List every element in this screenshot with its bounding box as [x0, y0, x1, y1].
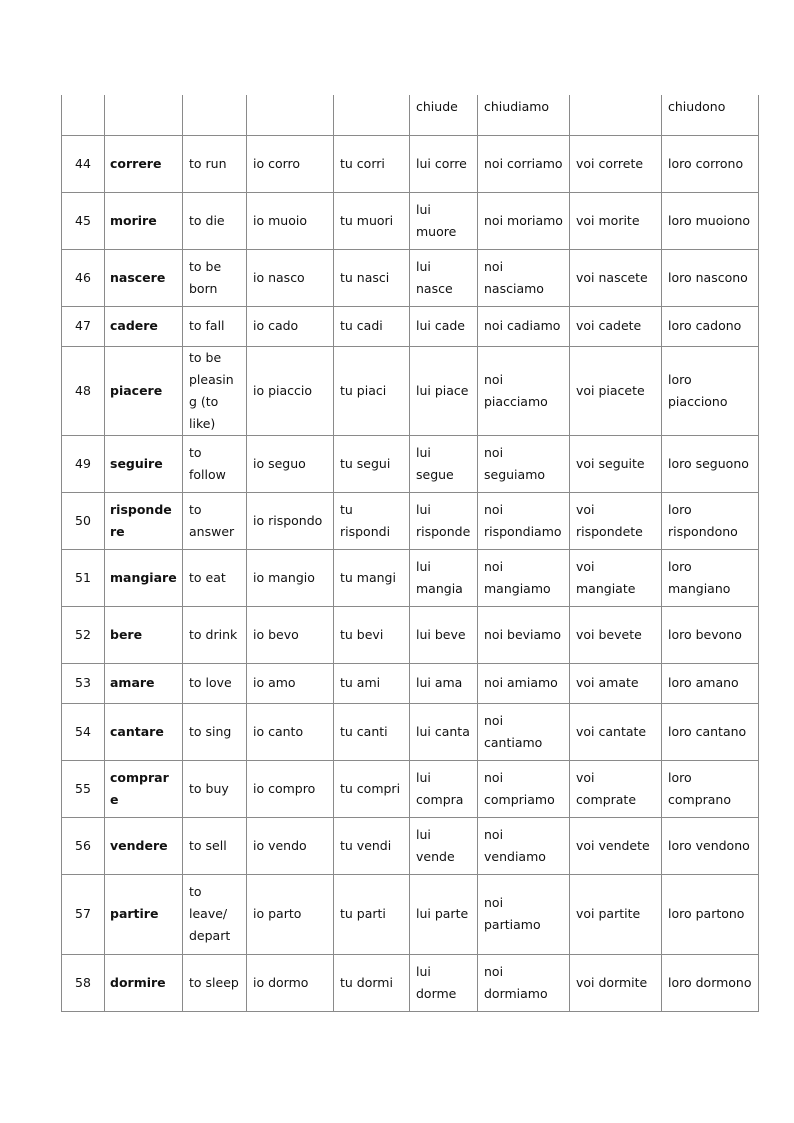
voi-form-cell: voi amate [570, 663, 662, 703]
io-form-cell: io cado [247, 306, 334, 346]
row-number-cell [62, 95, 105, 135]
row-number-cell: 44 [62, 135, 105, 192]
infinitive-cell [105, 95, 183, 135]
row-number-cell: 49 [62, 435, 105, 492]
row-number-cell: 58 [62, 954, 105, 1011]
tu-form-cell: tu mangi [334, 549, 410, 606]
noi-form-cell: noi piacciamo [478, 346, 570, 435]
lui-form-cell: lui muore [410, 192, 478, 249]
loro-form-cell: loro nascono [662, 249, 759, 306]
lui-form-cell: lui vende [410, 817, 478, 874]
loro-form-cell: chiudono [662, 95, 759, 135]
lui-form-cell: lui ama [410, 663, 478, 703]
infinitive-cell: rispondere [105, 492, 183, 549]
infinitive-cell: seguire [105, 435, 183, 492]
english-meaning-cell: to be born [183, 249, 247, 306]
io-form-cell: io seguo [247, 435, 334, 492]
io-form-cell: io piaccio [247, 346, 334, 435]
lui-form-cell: lui mangia [410, 549, 478, 606]
infinitive-cell: amare [105, 663, 183, 703]
lui-form-cell: lui dorme [410, 954, 478, 1011]
voi-form-cell: voi dormite [570, 954, 662, 1011]
tu-form-cell [334, 95, 410, 135]
noi-form-cell: noi corriamo [478, 135, 570, 192]
loro-form-cell: loro corrono [662, 135, 759, 192]
tu-form-cell: tu segui [334, 435, 410, 492]
infinitive-cell: correre [105, 135, 183, 192]
lui-form-cell: lui parte [410, 874, 478, 954]
table-row [62, 192, 759, 249]
lui-form-cell: lui segue [410, 435, 478, 492]
voi-form-cell: voi cadete [570, 306, 662, 346]
loro-form-cell: loro amano [662, 663, 759, 703]
tu-form-cell: tu ami [334, 663, 410, 703]
tu-form-cell: tu parti [334, 874, 410, 954]
table-row [62, 435, 759, 492]
noi-form-cell: noi dormiamo [478, 954, 570, 1011]
io-form-cell: io rispondo [247, 492, 334, 549]
english-meaning-cell: to run [183, 135, 247, 192]
io-form-cell: io muoio [247, 192, 334, 249]
english-meaning-cell: to follow [183, 435, 247, 492]
row-number-cell: 52 [62, 606, 105, 663]
tu-form-cell: tu compri [334, 760, 410, 817]
io-form-cell: io compro [247, 760, 334, 817]
lui-form-cell: lui cade [410, 306, 478, 346]
loro-form-cell: loro mangiano [662, 549, 759, 606]
lui-form-cell: lui beve [410, 606, 478, 663]
table-row [62, 954, 759, 1011]
voi-form-cell: voi nascete [570, 249, 662, 306]
row-number-cell: 48 [62, 346, 105, 435]
lui-form-cell: lui risponde [410, 492, 478, 549]
io-form-cell [247, 95, 334, 135]
loro-form-cell: loro vendono [662, 817, 759, 874]
verb-conjugation-table [61, 95, 759, 1012]
english-meaning-cell: to leave/ depart [183, 874, 247, 954]
noi-form-cell: noi cantiamo [478, 703, 570, 760]
row-number-cell: 46 [62, 249, 105, 306]
noi-form-cell: noi amiamo [478, 663, 570, 703]
voi-form-cell: voi comprate [570, 760, 662, 817]
english-meaning-cell: to sing [183, 703, 247, 760]
english-meaning-cell: to love [183, 663, 247, 703]
io-form-cell: io parto [247, 874, 334, 954]
voi-form-cell: voi correte [570, 135, 662, 192]
noi-form-cell: noi partiamo [478, 874, 570, 954]
noi-form-cell: noi nasciamo [478, 249, 570, 306]
infinitive-cell: bere [105, 606, 183, 663]
tu-form-cell: tu canti [334, 703, 410, 760]
english-meaning-cell: to sell [183, 817, 247, 874]
english-meaning-cell [183, 95, 247, 135]
io-form-cell: io corro [247, 135, 334, 192]
row-number-cell: 54 [62, 703, 105, 760]
table-row [62, 346, 759, 435]
io-form-cell: io bevo [247, 606, 334, 663]
io-form-cell: io canto [247, 703, 334, 760]
voi-form-cell: voi morite [570, 192, 662, 249]
table-row [62, 135, 759, 192]
tu-form-cell: tu rispondi [334, 492, 410, 549]
loro-form-cell: loro muoiono [662, 192, 759, 249]
english-meaning-cell: to drink [183, 606, 247, 663]
english-meaning-cell: to eat [183, 549, 247, 606]
table-row-continued [62, 95, 759, 135]
noi-form-cell: chiudiamo [478, 95, 570, 135]
loro-form-cell: loro bevono [662, 606, 759, 663]
row-number-cell: 47 [62, 306, 105, 346]
lui-form-cell: lui piace [410, 346, 478, 435]
tu-form-cell: tu vendi [334, 817, 410, 874]
infinitive-cell: nascere [105, 249, 183, 306]
infinitive-cell: mangiare [105, 549, 183, 606]
tu-form-cell: tu cadi [334, 306, 410, 346]
loro-form-cell: loro piacciono [662, 346, 759, 435]
voi-form-cell [570, 95, 662, 135]
table-row [62, 249, 759, 306]
noi-form-cell: noi moriamo [478, 192, 570, 249]
english-meaning-cell: to answer [183, 492, 247, 549]
table-row [62, 760, 759, 817]
table-row [62, 874, 759, 954]
table-row [62, 492, 759, 549]
english-meaning-cell: to sleep [183, 954, 247, 1011]
lui-form-cell: lui compra [410, 760, 478, 817]
english-meaning-cell: to buy [183, 760, 247, 817]
noi-form-cell: noi seguiamo [478, 435, 570, 492]
row-number-cell: 55 [62, 760, 105, 817]
io-form-cell: io nasco [247, 249, 334, 306]
english-meaning-cell: to fall [183, 306, 247, 346]
row-number-cell: 45 [62, 192, 105, 249]
row-number-cell: 51 [62, 549, 105, 606]
io-form-cell: io mangio [247, 549, 334, 606]
voi-form-cell: voi rispondete [570, 492, 662, 549]
tu-form-cell: tu dormi [334, 954, 410, 1011]
infinitive-cell: cantare [105, 703, 183, 760]
loro-form-cell: loro comprano [662, 760, 759, 817]
noi-form-cell: noi cadiamo [478, 306, 570, 346]
infinitive-cell: cadere [105, 306, 183, 346]
table-body [62, 95, 759, 1011]
infinitive-cell: morire [105, 192, 183, 249]
row-number-cell: 56 [62, 817, 105, 874]
loro-form-cell: loro cantano [662, 703, 759, 760]
voi-form-cell: voi piacete [570, 346, 662, 435]
voi-form-cell: voi seguite [570, 435, 662, 492]
voi-form-cell: voi bevete [570, 606, 662, 663]
lui-form-cell: chiude [410, 95, 478, 135]
infinitive-cell: partire [105, 874, 183, 954]
infinitive-cell: piacere [105, 346, 183, 435]
infinitive-cell: vendere [105, 817, 183, 874]
table-row [62, 817, 759, 874]
row-number-cell: 50 [62, 492, 105, 549]
loro-form-cell: loro partono [662, 874, 759, 954]
io-form-cell: io vendo [247, 817, 334, 874]
noi-form-cell: noi vendiamo [478, 817, 570, 874]
english-meaning-cell: to die [183, 192, 247, 249]
loro-form-cell: loro rispondono [662, 492, 759, 549]
table-row [62, 663, 759, 703]
table-row [62, 703, 759, 760]
tu-form-cell: tu piaci [334, 346, 410, 435]
tu-form-cell: tu muori [334, 192, 410, 249]
noi-form-cell: noi mangiamo [478, 549, 570, 606]
noi-form-cell: noi compriamo [478, 760, 570, 817]
table-row [62, 606, 759, 663]
voi-form-cell: voi partite [570, 874, 662, 954]
loro-form-cell: loro cadono [662, 306, 759, 346]
infinitive-cell: comprare [105, 760, 183, 817]
tu-form-cell: tu corri [334, 135, 410, 192]
table-row [62, 306, 759, 346]
voi-form-cell: voi mangiate [570, 549, 662, 606]
noi-form-cell: noi rispondiamo [478, 492, 570, 549]
io-form-cell: io dormo [247, 954, 334, 1011]
lui-form-cell: lui corre [410, 135, 478, 192]
tu-form-cell: tu nasci [334, 249, 410, 306]
row-number-cell: 53 [62, 663, 105, 703]
voi-form-cell: voi vendete [570, 817, 662, 874]
table-row [62, 549, 759, 606]
loro-form-cell: loro seguono [662, 435, 759, 492]
infinitive-cell: dormire [105, 954, 183, 1011]
row-number-cell: 57 [62, 874, 105, 954]
lui-form-cell: lui canta [410, 703, 478, 760]
tu-form-cell: tu bevi [334, 606, 410, 663]
io-form-cell: io amo [247, 663, 334, 703]
english-meaning-cell: to be pleasing (to like) [183, 346, 247, 435]
lui-form-cell: lui nasce [410, 249, 478, 306]
loro-form-cell: loro dormono [662, 954, 759, 1011]
noi-form-cell: noi beviamo [478, 606, 570, 663]
voi-form-cell: voi cantate [570, 703, 662, 760]
